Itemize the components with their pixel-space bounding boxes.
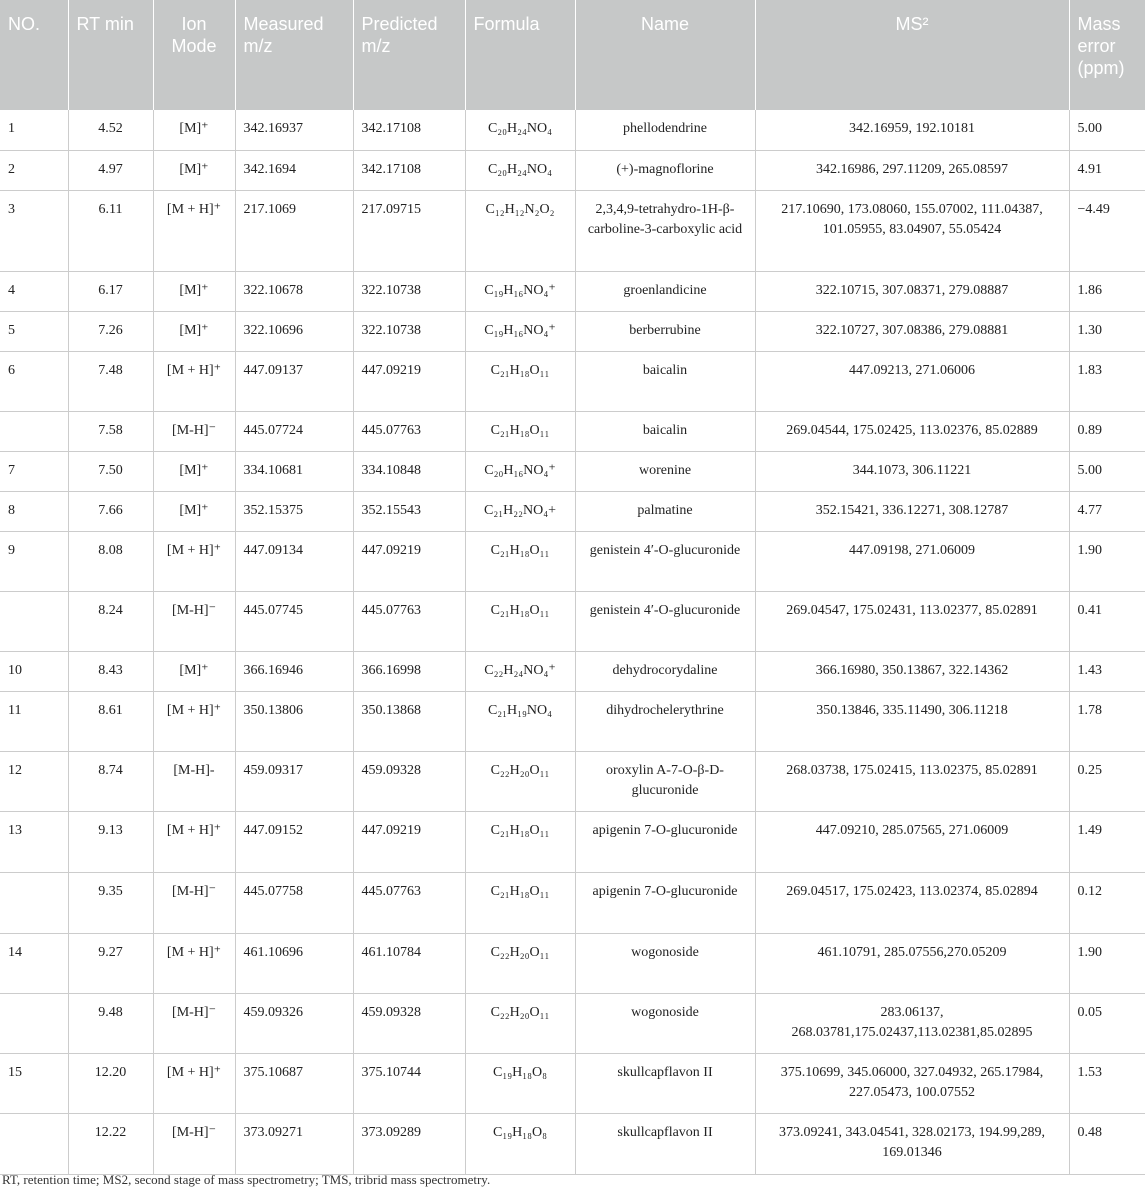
- cell-no: 5: [0, 311, 68, 351]
- cell-no: 1: [0, 110, 68, 150]
- cell-ms2: 322.10715, 307.08371, 279.08887: [755, 271, 1069, 311]
- cell-measured-mz: 217.1069: [235, 190, 353, 271]
- cell-name: palmatine: [575, 491, 755, 531]
- table-row: [0, 190, 1145, 271]
- cell-measured-mz: 342.1694: [235, 150, 353, 190]
- cell-no: 6: [0, 351, 68, 411]
- cell-mass-error: 0.05: [1069, 993, 1145, 1053]
- cell-measured-mz: 445.07724: [235, 411, 353, 451]
- cell-no: 13: [0, 811, 68, 872]
- cell-ms2: 283.06137, 268.03781,175.02437,113.02381,85.02895: [755, 993, 1069, 1053]
- cell-mass-error: 4.91: [1069, 150, 1145, 190]
- cell-no: 2: [0, 150, 68, 190]
- cell-name: dihydrochelerythrine: [575, 691, 755, 751]
- table-row: [0, 933, 1145, 993]
- cell-rt: 7.48: [68, 351, 153, 411]
- cell-mass-error: 0.25: [1069, 751, 1145, 811]
- cell-name: skullcapflavon II: [575, 1053, 755, 1113]
- cell-ion-mode: [M-H]⁻: [153, 411, 235, 451]
- cell-predicted-mz: 342.17108: [353, 110, 465, 150]
- cell-ms2: 447.09210, 285.07565, 271.06009: [755, 811, 1069, 872]
- cell-mass-error: −4.49: [1069, 190, 1145, 271]
- cell-ms2: 342.16959, 192.10181: [755, 110, 1069, 150]
- cell-ms2: 269.04544, 175.02425, 113.02376, 85.02889: [755, 411, 1069, 451]
- cell-measured-mz: 342.16937: [235, 110, 353, 150]
- cell-measured-mz: 459.09326: [235, 993, 353, 1053]
- cell-predicted-mz: 459.09328: [353, 751, 465, 811]
- cell-mass-error: 4.77: [1069, 491, 1145, 531]
- cell-ms2: 342.16986, 297.11209, 265.08597: [755, 150, 1069, 190]
- cell-no: [0, 1113, 68, 1174]
- cell-ms2: 268.03738, 175.02415, 113.02375, 85.02891: [755, 751, 1069, 811]
- cell-ms2: 447.09213, 271.06006: [755, 351, 1069, 411]
- cell-rt: 7.26: [68, 311, 153, 351]
- col-header-rt: RT min: [68, 0, 153, 110]
- cell-ms2: 322.10727, 307.08386, 279.08881: [755, 311, 1069, 351]
- cell-predicted-mz: 461.10784: [353, 933, 465, 993]
- cell-measured-mz: 445.07745: [235, 591, 353, 651]
- cell-ms2: 269.04547, 175.02431, 113.02377, 85.02891: [755, 591, 1069, 651]
- cell-no: [0, 411, 68, 451]
- col-header-mass-error: Mass error (ppm): [1069, 0, 1145, 110]
- col-header-measured: Measured m/z: [235, 0, 353, 110]
- cell-ms2: 352.15421, 336.12271, 308.12787: [755, 491, 1069, 531]
- cell-ion-mode: [M + H]⁺: [153, 1053, 235, 1113]
- header-row: [0, 0, 1145, 110]
- cell-measured-mz: 375.10687: [235, 1053, 353, 1113]
- cell-name: baicalin: [575, 411, 755, 451]
- col-header-name: Name: [575, 0, 755, 110]
- cell-measured-mz: 445.07758: [235, 872, 353, 933]
- cell-rt: 8.24: [68, 591, 153, 651]
- cell-rt: 8.43: [68, 651, 153, 691]
- cell-rt: 7.66: [68, 491, 153, 531]
- cell-mass-error: 0.89: [1069, 411, 1145, 451]
- cell-predicted-mz: 447.09219: [353, 351, 465, 411]
- cell-predicted-mz: 342.17108: [353, 150, 465, 190]
- cell-formula: C₁₉H₁₈O₈: [465, 1053, 575, 1113]
- col-header-ms2: MS²: [755, 0, 1069, 110]
- cell-ion-mode: [M-H]⁻: [153, 872, 235, 933]
- cell-no: 8: [0, 491, 68, 531]
- cell-no: 15: [0, 1053, 68, 1113]
- cell-name: baicalin: [575, 351, 755, 411]
- cell-formula: C₂₁H₁₈O₁₁: [465, 811, 575, 872]
- table-row: [0, 351, 1145, 411]
- cell-ion-mode: [M + H]⁺: [153, 531, 235, 591]
- cell-predicted-mz: 373.09289: [353, 1113, 465, 1174]
- cell-no: 7: [0, 451, 68, 491]
- cell-name: skullcapflavon II: [575, 1113, 755, 1174]
- cell-ms2: 217.10690, 173.08060, 155.07002, 111.04387, 101.05955, 83.04907, 55.05424: [755, 190, 1069, 271]
- cell-mass-error: 0.41: [1069, 591, 1145, 651]
- table-row: [0, 110, 1145, 150]
- cell-name: 2,3,4,9-tetrahydro-1H-β-carboline-3-carboxylic acid: [575, 190, 755, 271]
- cell-predicted-mz: 447.09219: [353, 531, 465, 591]
- cell-formula: C₁₉H₁₆NO₄⁺: [465, 311, 575, 351]
- table-row: [0, 1113, 1145, 1174]
- cell-no: 14: [0, 933, 68, 993]
- cell-no: 11: [0, 691, 68, 751]
- cell-predicted-mz: 366.16998: [353, 651, 465, 691]
- cell-formula: C₂₁H₁₈O₁₁: [465, 411, 575, 451]
- cell-rt: 12.22: [68, 1113, 153, 1174]
- col-header-predicted: Predicted m/z: [353, 0, 465, 110]
- cell-mass-error: 1.43: [1069, 651, 1145, 691]
- cell-measured-mz: 322.10678: [235, 271, 353, 311]
- cell-rt: 8.08: [68, 531, 153, 591]
- table-row: [0, 872, 1145, 933]
- cell-no: 9: [0, 531, 68, 591]
- cell-ion-mode: [M + H]⁺: [153, 351, 235, 411]
- cell-ion-mode: [M-H]⁻: [153, 993, 235, 1053]
- cell-rt: 9.13: [68, 811, 153, 872]
- cell-formula: C₂₂H₂₄NO₄⁺: [465, 651, 575, 691]
- cell-formula: C₂₁H₁₈O₁₁: [465, 351, 575, 411]
- cell-formula: C₁₂H₁₂N₂O₂: [465, 190, 575, 271]
- table-row: [0, 591, 1145, 651]
- cell-mass-error: 1.90: [1069, 933, 1145, 993]
- cell-predicted-mz: 322.10738: [353, 311, 465, 351]
- col-header-no: NO.: [0, 0, 68, 110]
- cell-predicted-mz: 375.10744: [353, 1053, 465, 1113]
- cell-name: worenine: [575, 451, 755, 491]
- cell-ion-mode: [M]⁺: [153, 451, 235, 491]
- cell-ion-mode: [M-H]⁻: [153, 1113, 235, 1174]
- cell-measured-mz: 373.09271: [235, 1113, 353, 1174]
- cell-mass-error: 0.12: [1069, 872, 1145, 933]
- table-row: [0, 751, 1145, 811]
- cell-formula: C₂₁H₂₂NO₄+: [465, 491, 575, 531]
- cell-predicted-mz: 447.09219: [353, 811, 465, 872]
- cell-ion-mode: [M-H]-: [153, 751, 235, 811]
- cell-measured-mz: 350.13806: [235, 691, 353, 751]
- cell-predicted-mz: 445.07763: [353, 411, 465, 451]
- cell-rt: 6.17: [68, 271, 153, 311]
- cell-predicted-mz: 352.15543: [353, 491, 465, 531]
- table-row: [0, 651, 1145, 691]
- cell-name: dehydrocorydaline: [575, 651, 755, 691]
- cell-mass-error: 1.49: [1069, 811, 1145, 872]
- cell-name: oroxylin A-7-O-β-D-glucuronide: [575, 751, 755, 811]
- cell-no: 12: [0, 751, 68, 811]
- cell-ion-mode: [M]⁺: [153, 271, 235, 311]
- cell-formula: C₂₁H₁₈O₁₁: [465, 531, 575, 591]
- cell-no: [0, 591, 68, 651]
- table-row: [0, 993, 1145, 1053]
- cell-predicted-mz: 459.09328: [353, 993, 465, 1053]
- cell-rt: 4.97: [68, 150, 153, 190]
- cell-ion-mode: [M-H]⁻: [153, 591, 235, 651]
- cell-formula: C₂₂H₂₀O₁₁: [465, 933, 575, 993]
- cell-mass-error: 1.83: [1069, 351, 1145, 411]
- cell-name: wogonoside: [575, 993, 755, 1053]
- cell-no: [0, 872, 68, 933]
- cell-ion-mode: [M]⁺: [153, 110, 235, 150]
- table-row: [0, 271, 1145, 311]
- cell-measured-mz: 322.10696: [235, 311, 353, 351]
- cell-formula: C₂₁H₁₉NO₄: [465, 691, 575, 751]
- cell-name: genistein 4′-O-glucuronide: [575, 531, 755, 591]
- cell-ion-mode: [M]⁺: [153, 651, 235, 691]
- cell-predicted-mz: 445.07763: [353, 591, 465, 651]
- cell-mass-error: 1.30: [1069, 311, 1145, 351]
- cell-ms2: 373.09241, 343.04541, 328.02173, 194.99,289, 169.01346: [755, 1113, 1069, 1174]
- cell-rt: 9.27: [68, 933, 153, 993]
- cell-rt: 9.48: [68, 993, 153, 1053]
- cell-ms2: 447.09198, 271.06009: [755, 531, 1069, 591]
- table-row: [0, 451, 1145, 491]
- cell-formula: C₂₀H₁₆NO₄⁺: [465, 451, 575, 491]
- cell-predicted-mz: 322.10738: [353, 271, 465, 311]
- cell-name: genistein 4′-O-glucuronide: [575, 591, 755, 651]
- table-header: [0, 0, 1145, 110]
- cell-rt: 9.35: [68, 872, 153, 933]
- cell-formula: C₂₁H₁₈O₁₁: [465, 591, 575, 651]
- cell-formula: C₂₂H₂₀O₁₁: [465, 751, 575, 811]
- cell-formula: C₂₂H₂₀O₁₁: [465, 993, 575, 1053]
- cell-predicted-mz: 217.09715: [353, 190, 465, 271]
- cell-name: groenlandicine: [575, 271, 755, 311]
- cell-mass-error: 1.78: [1069, 691, 1145, 751]
- cell-ms2: 461.10791, 285.07556,270.05209: [755, 933, 1069, 993]
- cell-rt: 8.74: [68, 751, 153, 811]
- table-row: [0, 311, 1145, 351]
- table-row: [0, 811, 1145, 872]
- cell-formula: C₂₁H₁₈O₁₁: [465, 872, 575, 933]
- cell-no: 10: [0, 651, 68, 691]
- table-row: [0, 1053, 1145, 1113]
- cell-name: wogonoside: [575, 933, 755, 993]
- cell-ion-mode: [M + H]⁺: [153, 933, 235, 993]
- table-row: [0, 491, 1145, 531]
- table-row: [0, 150, 1145, 190]
- cell-ion-mode: [M + H]⁺: [153, 190, 235, 271]
- cell-formula: C₂₀H₂₄NO₄: [465, 110, 575, 150]
- cell-name: (+)-magnoflorine: [575, 150, 755, 190]
- cell-rt: 7.58: [68, 411, 153, 451]
- cell-rt: 6.11: [68, 190, 153, 271]
- cell-ms2: 366.16980, 350.13867, 322.14362: [755, 651, 1069, 691]
- cell-ion-mode: [M]⁺: [153, 311, 235, 351]
- cell-measured-mz: 447.09137: [235, 351, 353, 411]
- cell-measured-mz: 461.10696: [235, 933, 353, 993]
- cell-formula: C₁₉H₁₈O₈: [465, 1113, 575, 1174]
- col-header-ion-mode: Ion Mode: [153, 0, 235, 110]
- cell-name: apigenin 7-O-glucuronide: [575, 811, 755, 872]
- table-row: [0, 411, 1145, 451]
- cell-rt: 7.50: [68, 451, 153, 491]
- cell-rt: 4.52: [68, 110, 153, 150]
- cell-ms2: 350.13846, 335.11490, 306.11218: [755, 691, 1069, 751]
- cell-ion-mode: [M + H]⁺: [153, 691, 235, 751]
- cell-formula: C₂₀H₂₄NO₄: [465, 150, 575, 190]
- table-footnote: RT, retention time; MS2, second stage of mass spectrometry; TMS, tribrid mass spectrometry.: [2, 1172, 491, 1187]
- cell-mass-error: 1.53: [1069, 1053, 1145, 1113]
- cell-rt: 12.20: [68, 1053, 153, 1113]
- cell-ms2: 269.04517, 175.02423, 113.02374, 85.02894: [755, 872, 1069, 933]
- table-row: [0, 691, 1145, 751]
- cell-mass-error: 1.86: [1069, 271, 1145, 311]
- cell-ms2: 344.1073, 306.11221: [755, 451, 1069, 491]
- cell-ion-mode: [M]⁺: [153, 150, 235, 190]
- cell-mass-error: 1.90: [1069, 531, 1145, 591]
- table-row: [0, 531, 1145, 591]
- cell-mass-error: 0.48: [1069, 1113, 1145, 1174]
- cell-ion-mode: [M]⁺: [153, 491, 235, 531]
- cell-predicted-mz: 350.13868: [353, 691, 465, 751]
- table-body: [0, 110, 1145, 1174]
- cell-formula: C₁₉H₁₆NO₄⁺: [465, 271, 575, 311]
- cell-name: apigenin 7-O-glucuronide: [575, 872, 755, 933]
- cell-ms2: 375.10699, 345.06000, 327.04932, 265.17984, 227.05473, 100.07552: [755, 1053, 1069, 1113]
- cell-ion-mode: [M + H]⁺: [153, 811, 235, 872]
- cell-no: [0, 993, 68, 1053]
- cell-predicted-mz: 445.07763: [353, 872, 465, 933]
- cell-measured-mz: 334.10681: [235, 451, 353, 491]
- cell-name: phellodendrine: [575, 110, 755, 150]
- cell-mass-error: 5.00: [1069, 110, 1145, 150]
- cell-no: 3: [0, 190, 68, 271]
- col-header-formula: Formula: [465, 0, 575, 110]
- cell-measured-mz: 459.09317: [235, 751, 353, 811]
- cell-measured-mz: 447.09134: [235, 531, 353, 591]
- cell-no: 4: [0, 271, 68, 311]
- cell-rt: 8.61: [68, 691, 153, 751]
- cell-measured-mz: 447.09152: [235, 811, 353, 872]
- cell-mass-error: 5.00: [1069, 451, 1145, 491]
- cell-predicted-mz: 334.10848: [353, 451, 465, 491]
- cell-name: berberrubine: [575, 311, 755, 351]
- cell-measured-mz: 366.16946: [235, 651, 353, 691]
- cell-measured-mz: 352.15375: [235, 491, 353, 531]
